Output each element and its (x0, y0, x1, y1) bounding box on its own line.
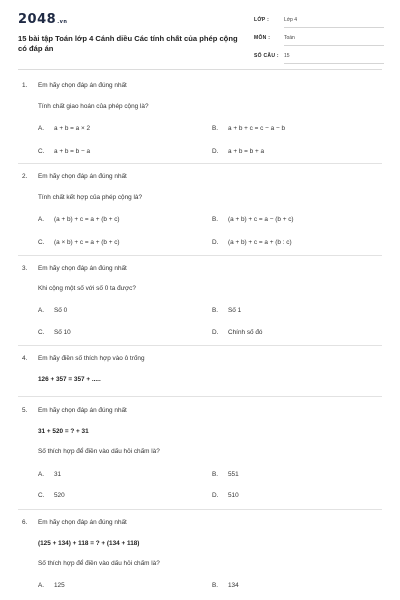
option-text: 510 (228, 492, 239, 499)
question-prompt: Tính chất giao hoán của phép cộng là? (38, 103, 149, 110)
question-number: 4. (22, 355, 28, 362)
option-text: 134 (228, 582, 239, 589)
option-letter: C. (38, 239, 45, 246)
option-text: Số 10 (54, 329, 71, 336)
option-text: (a + b) + c = a + (b + c) (54, 216, 120, 223)
meta-subject (254, 32, 384, 46)
option-text: 520 (54, 492, 65, 499)
meta-grade (254, 14, 384, 28)
option-letter: A. (38, 216, 45, 223)
option-letter: D. (212, 492, 219, 499)
question-expression: (125 + 134) + 118 = ? + (134 + 118) (38, 540, 140, 547)
option-text: 31 (54, 471, 62, 478)
header-divider (18, 69, 382, 70)
meta-grade-underline (284, 27, 384, 28)
option-text: (a + b) + c = a − (b + c) (228, 216, 294, 223)
option-text: Số 1 (228, 307, 242, 314)
question-instruction: Em hãy chọn đáp án đúng nhất (38, 265, 127, 272)
worksheet-header (18, 12, 384, 66)
option-text: a + b = a × 2 (54, 125, 91, 132)
question-instruction: Em hãy chọn đáp án đúng nhất (38, 82, 127, 89)
option-letter: C. (38, 148, 45, 155)
question-divider (18, 396, 382, 397)
option-letter: D. (212, 239, 219, 246)
question-divider (18, 163, 382, 164)
question-number: 6. (22, 519, 28, 526)
question-instruction: Em hãy điền số thích hợp vào ô trống (38, 355, 145, 362)
question-prompt: Số thích hợp để điền vào dấu hỏi chấm là? (38, 560, 160, 567)
option-letter: D. (212, 329, 219, 336)
option-letter: B. (212, 125, 219, 132)
logo-main: 2048 (18, 12, 57, 27)
question-instruction: Em hãy chọn đáp án đúng nhất (38, 519, 127, 526)
question-instruction: Em hãy chọn đáp án đúng nhất (38, 407, 127, 414)
option-letter: B. (212, 582, 219, 589)
option-letter: C. (38, 329, 45, 336)
option-letter: D. (212, 148, 219, 155)
question-divider (18, 255, 382, 256)
option-text: 125 (54, 582, 65, 589)
option-text: Số 0 (54, 307, 68, 314)
option-text: a + b = b + a (228, 148, 265, 155)
option-text: 551 (228, 471, 239, 478)
question-instruction: Em hãy chọn đáp án đúng nhất (38, 173, 127, 180)
meta-subject-value: Toán (284, 35, 295, 41)
question-expression: 31 + 520 = ? + 31 (38, 428, 89, 435)
meta-grade-key: LỚP : (254, 17, 270, 23)
meta-grade-value: Lớp 4 (284, 17, 298, 23)
option-letter: A. (38, 582, 45, 589)
meta-subject-underline (284, 45, 384, 46)
question-expression: 126 + 357 = 357 + ..... (38, 376, 101, 383)
question-prompt: Số thích hợp để điền vào dấu hỏi chấm là? (38, 448, 160, 455)
option-text: (a + b) + c = a + (b : c) (228, 239, 292, 246)
option-letter: C. (38, 492, 45, 499)
option-letter: A. (38, 125, 45, 132)
question-prompt: Tính chất kết hợp của phép cộng là? (38, 194, 143, 201)
option-letter: A. (38, 307, 45, 314)
logo-sub: .vn (57, 19, 68, 25)
question-divider (18, 345, 382, 346)
option-letter: B. (212, 307, 219, 314)
question-number: 2. (22, 173, 28, 180)
question-divider (18, 509, 382, 510)
option-text: (a × b) + c = a + (b + c) (54, 239, 120, 246)
option-letter: B. (212, 216, 219, 223)
meta-count-value: 15 (284, 53, 290, 59)
meta-subject-key: MÔN : (254, 35, 271, 41)
option-text: a + b = b − a (54, 148, 91, 155)
meta-count-key: SỐ CÂU : (254, 53, 279, 59)
question-prompt: Khi cộng một số với số 0 ta được? (38, 285, 136, 292)
option-text: a + b + c = c − a − b (228, 125, 286, 132)
meta-count (254, 50, 384, 64)
option-letter: B. (212, 471, 219, 478)
meta-count-underline (284, 63, 384, 64)
question-number: 5. (22, 407, 28, 414)
worksheet-title: 15 bài tập Toán lớp 4 Cánh diều Các tính chất của phép cộng có đáp án (18, 34, 238, 53)
site-logo[interactable] (18, 12, 67, 27)
option-text: Chính số đó (228, 329, 263, 336)
question-number: 3. (22, 265, 28, 272)
question-number: 1. (22, 82, 28, 89)
option-letter: A. (38, 471, 45, 478)
